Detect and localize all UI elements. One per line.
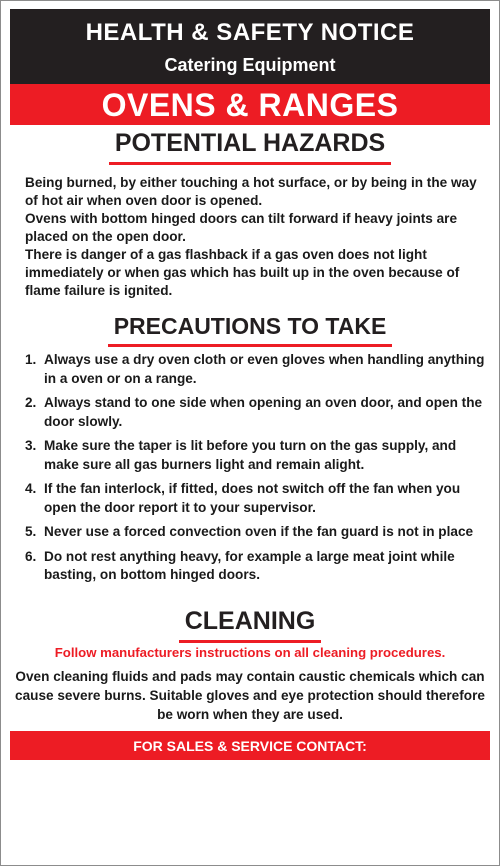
- cleaning-heading: [1, 607, 499, 643]
- list-item-text: Do not rest anything heavy, for example a large meat joint while basting, on bottom hinged doors.: [44, 548, 455, 582]
- topic-banner: [10, 84, 490, 125]
- list-item: [25, 351, 485, 388]
- list-item-number: 6.: [25, 548, 37, 564]
- precautions-list: [25, 351, 485, 591]
- hazard-paragraph: Ovens with bottom hinged doors can tilt forward if heavy joints are placed on the open door.: [25, 211, 458, 244]
- list-item-text: Make sure the taper is lit before you turn on the gas supply, and make sure all gas burners light and remain alight.: [44, 438, 457, 472]
- hazards-text: [25, 174, 485, 300]
- list-item: [25, 394, 485, 431]
- hazards-heading-text: POTENTIAL HAZARDS: [109, 129, 391, 165]
- list-item-text: Never use a forced convection oven if the fan guard is not in place: [44, 524, 474, 539]
- list-item-text: If the fan interlock, if fitted, does not switch off the fan when you open the door report it to your supervisor.: [44, 481, 461, 515]
- list-item-number: 1.: [25, 352, 37, 367]
- list-item-number: 2.: [25, 395, 37, 410]
- hazard-paragraph: There is danger of a gas flashback if a gas oven does not light immediately or when gas which has built up in the oven because of flame failure is ignited.: [25, 247, 460, 298]
- cleaning-warning: Follow manufacturers instructions on all cleaning procedures.: [54, 645, 446, 660]
- notice-header: [10, 9, 490, 84]
- list-item: [25, 523, 485, 542]
- notice-subtitle: Catering Equipment: [164, 55, 336, 75]
- contact-banner-text: FOR SALES & SERVICE CONTACT:: [133, 738, 367, 754]
- list-item-number: 4.: [25, 481, 37, 496]
- precautions-heading-text: PRECAUTIONS TO TAKE: [108, 313, 393, 347]
- list-item: [25, 548, 485, 585]
- list-item: [25, 437, 485, 474]
- cleaning-heading-text: CLEANING: [179, 607, 322, 643]
- list-item: [25, 480, 485, 517]
- list-item-text: Always use a dry oven cloth or even gloves when handling anything in a oven or on a range.: [44, 352, 485, 386]
- topic-banner-title: OVENS & RANGES: [101, 87, 399, 123]
- list-item-number: 5.: [25, 524, 37, 539]
- contact-banner: [10, 731, 490, 760]
- list-item-number: 3.: [25, 438, 37, 453]
- cleaning-body-text: Oven cleaning fluids and pads may contain caustic chemicals which can cause severe burns. Suitable gloves and eye protection should therefore be worn when they are used.: [15, 669, 485, 722]
- list-item-text: Always stand to one side when opening an oven door, and open the door slowly.: [44, 395, 483, 429]
- precautions-heading: [1, 313, 499, 347]
- hazard-paragraph: Being burned, by either touching a hot surface, or by being in the way of hot air when oven door is opened.: [25, 175, 477, 208]
- hazards-heading: [1, 129, 499, 165]
- notice-title: HEALTH & SAFETY NOTICE: [85, 19, 415, 46]
